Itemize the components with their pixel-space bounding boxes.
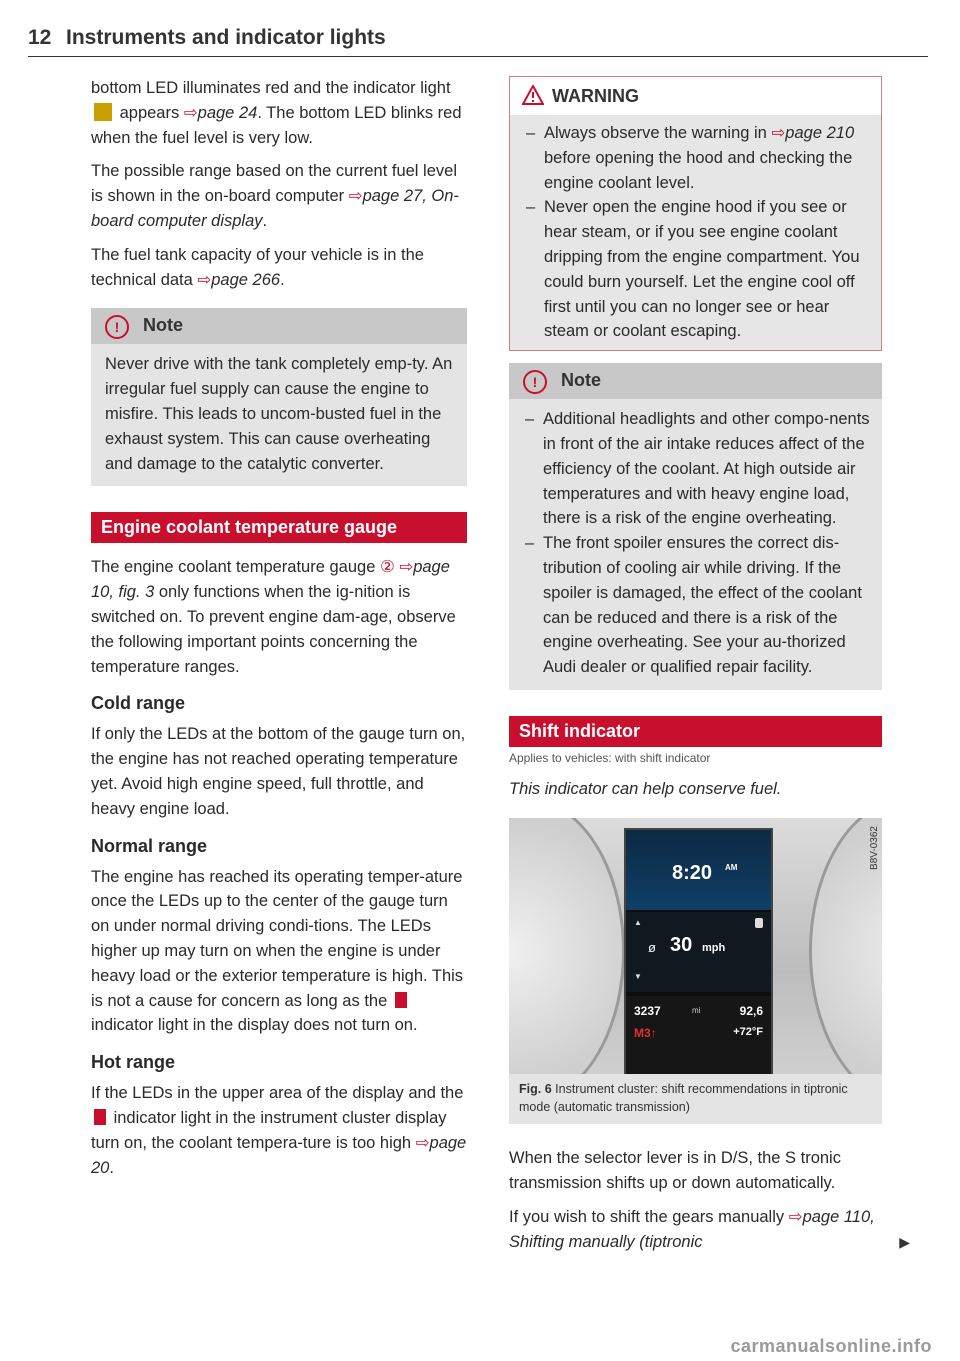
list-item: – Additional headlights and other compo-nents in front of the air intake reduces affect of the efficiency of the coolant. At high outside air temperatures and with heavy engine load, there is a risk of the engine overheating. [521,407,870,531]
clock-ampm: AM [725,862,738,872]
speed-panel [626,912,771,992]
page-link[interactable]: page 24 [197,103,258,122]
note-label: Note [561,370,601,391]
trip-meter: 92,6 [739,1003,763,1018]
page-link[interactable]: page 110, Shifting manually (tiptronic [509,1208,875,1252]
chapter-title: Instruments and indicator lights [66,26,386,49]
left-column [91,76,467,1180]
center-display [624,828,773,1074]
arrow-icon: ⇨ [348,187,363,206]
coolant-indicator-icon [94,1109,106,1125]
odometer-unit: mi [692,1005,701,1015]
clock-time: 8:20 [672,861,713,884]
list-item: – The front spoiler ensures the correct dis-tribution of cooling air while driving. If the spoiler is damaged, the effect of the coolant can be reduced and there is a risk of the engine overheating. See your au-thorized Audi dealer or qualified repair facility. [521,531,870,680]
down-arrow-icon: ▼ [634,971,642,981]
note-header [91,308,467,344]
list-item: – Never open the engine hood if you see or hear steam, or if you see engine coolant dripping from the engine compartment. You could burn yourself. Let the engine cool off first until you can no longer see or hear steam or coolant escaping. [522,195,869,344]
page-header [28,24,928,57]
cold-range-text: If only the LEDs at the bottom of the gauge turn on, the engine has not reached operating temperature yet. Avoid high engine speed, full throttle, and heavy engine load. [91,725,466,818]
hot-range-text: If the LEDs in the upper area of the display and the indicator light in the instrument cluster display turn on, the coolant tempera-ture is too high ⇨page 20. [91,1084,467,1177]
figure-caption-text: Instrument cluster: shift recommendations in tiptronic mode (automatic transmission) [519,1081,848,1114]
warning-triangle-icon [522,85,544,105]
page-link[interactable]: page 210 [785,124,855,142]
normal-range-text: The engine has reached its operating temper-ature once the LEDs up to the center of the gauge turn on under normal driving condi-tions. The LEDs higher up may turn on when the engine is under heavy load or the exterior temperature is high. This is not a cause for concern as long as the indicator light in the display does not turn on. [91,867,464,1035]
figure-6 [509,818,882,1124]
instrument-cluster-image [509,818,882,1074]
arrow-icon: ⇨ [771,124,786,142]
clock-panel [626,830,771,910]
up-arrow-icon: ▲ [634,917,642,927]
intro-paragraph-3: The fuel tank capacity of your vehicle is in the technical data ⇨page 266. [91,245,424,289]
applies-to: Applies to vehicles: with shift indicator [509,750,711,765]
odometer: 3237 [634,1003,661,1018]
caution-icon: ! [523,370,547,394]
page-link[interactable]: page 20 [91,1133,467,1177]
page-link[interactable]: page 10, fig. 3 [91,558,450,602]
intro-paragraph-2: The possible range based on the current fuel level is shown in the on-board computer ⇨page 27, On-board computer display. [91,162,459,230]
figure-code: B8V-0362 [869,825,880,870]
warning-label: WARNING [552,86,639,106]
warning-list [510,115,881,350]
gear-indicator: M3↑ [634,1025,657,1040]
warning-box [509,76,882,351]
speed-value: 30 [670,933,693,956]
caution-icon: ! [105,315,129,339]
arrow-icon: ⇨ [788,1208,803,1227]
page-link[interactable]: page 266 [211,270,281,289]
continue-arrow-icon: ▶ [899,1234,910,1251]
normal-range-heading: Normal range [91,835,208,856]
right-column [509,76,910,1255]
note-box-right [509,363,882,690]
status-panel [626,996,771,1074]
fuel-pump-icon [755,918,763,928]
figure-caption [509,1074,882,1124]
intro-paragraph-1: bottom LED illuminates red and the indicator light appears ⇨page 24. The bottom LED blinks red when the fuel level is very low. [91,79,462,147]
hot-range-heading: Hot range [91,1052,176,1073]
note-label: Note [143,315,183,336]
watermark: carmanualsonline.info [730,1336,932,1356]
figure-label: Fig. 6 [519,1081,552,1096]
arrow-icon: ⇨ [415,1133,430,1152]
shift-paragraph-2: If you wish to shift the gears manually ⇨page 110, Shifting manually (tiptronic ▶ [509,1205,882,1255]
shift-paragraph-1: When the selector lever is in D/S, the S tronic transmission shifts up or down automatically. [509,1148,841,1192]
average-icon: ø [648,939,656,955]
coolant-paragraph: The engine coolant temperature gauge ② ⇨page 10, fig. 3 only functions when the ig-nition is switched on. To prevent engine dam-age, observe the following important points concerning the temperature ranges. [91,558,456,676]
left-gauge [509,818,625,1074]
outside-temp: +72°F [733,1025,763,1038]
page-link[interactable]: page 27, On-board computer display [91,187,459,230]
section-title-coolant: Engine coolant temperature gauge [91,512,467,543]
list-item: – Always observe the warning in ⇨page 210 before opening the hood and checking the engine coolant level. [522,121,869,195]
lead-text: This indicator can help conserve fuel. [509,779,782,798]
section-title-shift: Shift indicator [509,716,882,747]
note-box [91,308,467,486]
warning-header [510,77,881,115]
page-number: 12 [28,26,52,49]
arrow-icon: ⇨ [183,103,198,122]
arrow-icon: ⇨ [399,558,414,577]
callout-number: ② [379,558,395,577]
note-text: Never drive with the tank completely emp-ty. An irregular fuel supply can cause the engine to misfire. This leads to uncom-busted fuel in the exhaust system. This can cause overheating and damage to the catalytic converter. [105,355,453,473]
arrow-icon: ⇨ [197,270,212,289]
coolant-indicator-icon [395,992,407,1008]
cold-range-heading: Cold range [91,693,186,714]
fuel-indicator-icon [94,103,112,121]
speed-unit: mph [702,941,726,954]
note-list [509,399,882,690]
note-header [509,363,882,399]
